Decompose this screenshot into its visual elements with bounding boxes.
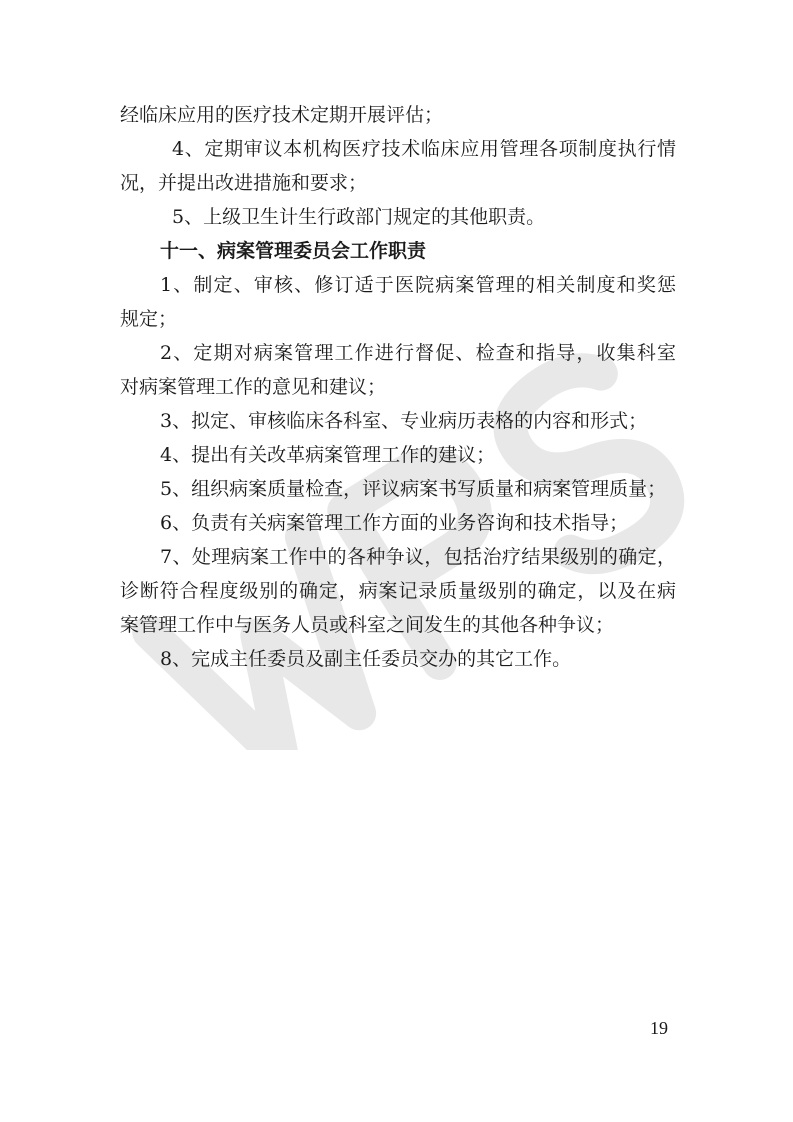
body-text [120,98,676,676]
text-line: 6、负责有关病案管理工作方面的业务咨询和技术指导； [160,512,629,534]
section-heading: 十一、病案管理委员会工作职责 [160,240,427,262]
text-line: 4、提出有关改革病案管理工作的建议； [160,444,496,466]
text-line: 况，并提出改进措施和要求； [120,172,368,194]
page-number: 19 [650,1018,668,1038]
text-line: 5、组织病案质量检查，评议病案书写质量和病案管理质量； [160,478,667,500]
text-line: 对病案管理工作的意见和建议； [120,376,387,398]
text-line: 3、拟定、审核临床各科室、专业病历表格的内容和形式； [160,410,648,432]
text-line: 诊断符合程度级别的确定，病案记录质量级别的确定，以及在病 [120,580,676,602]
text-line: 8、完成主任委员及副主任委员交办的其它工作。 [160,648,572,670]
text-line: 规定； [120,308,178,330]
text-line: 案管理工作中与医务人员或科室之间发生的其他各种争议； [120,614,615,636]
text-line: 7、处理病案工作中的各种争议，包括治疗结果级别的确定， [160,546,676,568]
text-line: 经临床应用的医疗技术定期开展评估； [120,104,444,126]
text-line: 2、定期对病案管理工作进行督促、检查和指导，收集科室 [160,342,676,364]
text-line: 4、定期审议本机构医疗技术临床应用管理各项制度执行情 [172,138,676,160]
text-line: 1、制定、审核、修订适于医院病案管理的相关制度和奖惩 [160,274,676,296]
text-line: 5、上级卫生计生行政部门规定的其他职责。 [172,206,546,228]
